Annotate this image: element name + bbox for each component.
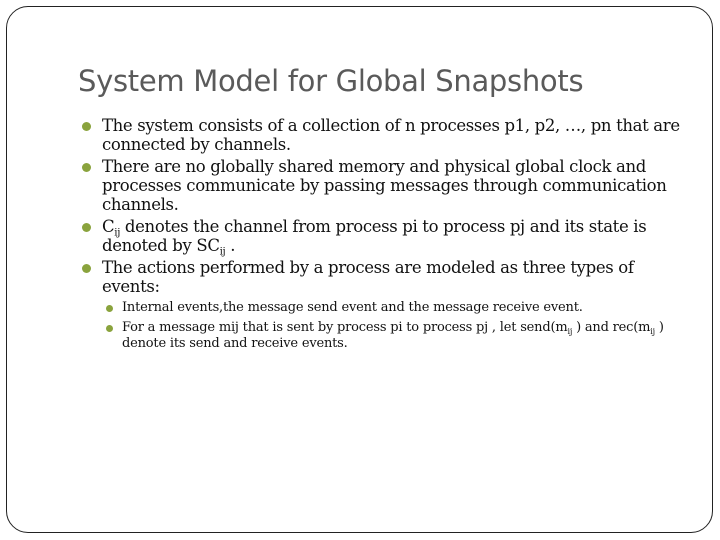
subscript-ij: ij bbox=[567, 326, 573, 336]
bullet-text-end: . bbox=[225, 236, 236, 255]
subscript-ij: ij bbox=[114, 227, 121, 239]
sub-bullet-internal-events bbox=[122, 300, 696, 316]
bullet-channel-state bbox=[102, 217, 696, 258]
bullet-no-shared-memory bbox=[102, 157, 696, 214]
bullet-text: There are no globally shared memory and physical global clock and processes communicate by passing messages through communication channels. bbox=[102, 157, 667, 214]
bullet-text: The actions performed by a process are modeled as three types of events: bbox=[102, 258, 634, 296]
sub-bullet-send-receive bbox=[122, 320, 696, 352]
bullet-text-c: C bbox=[102, 217, 115, 236]
sub-bullet-text-a: For a message mij that is sent by process pi to process pj , let send(m bbox=[122, 320, 568, 335]
bullet-list bbox=[102, 116, 696, 356]
bullet-actions-events bbox=[102, 258, 696, 352]
sub-bullet-text-c: ) denote its send and receive events. bbox=[122, 320, 664, 351]
sub-bullet-text: Internal events,the message send event and the message receive event. bbox=[122, 300, 583, 315]
bullet-text: The system consists of a collection of n processes p1, p2, …, pn that are connected by channels. bbox=[102, 116, 680, 154]
slide-title: System Model for Global Snapshots bbox=[78, 64, 584, 98]
bullet-text-mid: denotes the channel from process pi to process pj and its state is denoted by SC bbox=[102, 217, 647, 255]
sub-bullet-text-b: ) and rec(m bbox=[572, 320, 651, 335]
sub-bullet-list bbox=[102, 300, 696, 352]
subscript-ij: ij bbox=[219, 246, 226, 258]
bullet-system-processes bbox=[102, 116, 696, 154]
subscript-ij: ij bbox=[650, 326, 655, 336]
